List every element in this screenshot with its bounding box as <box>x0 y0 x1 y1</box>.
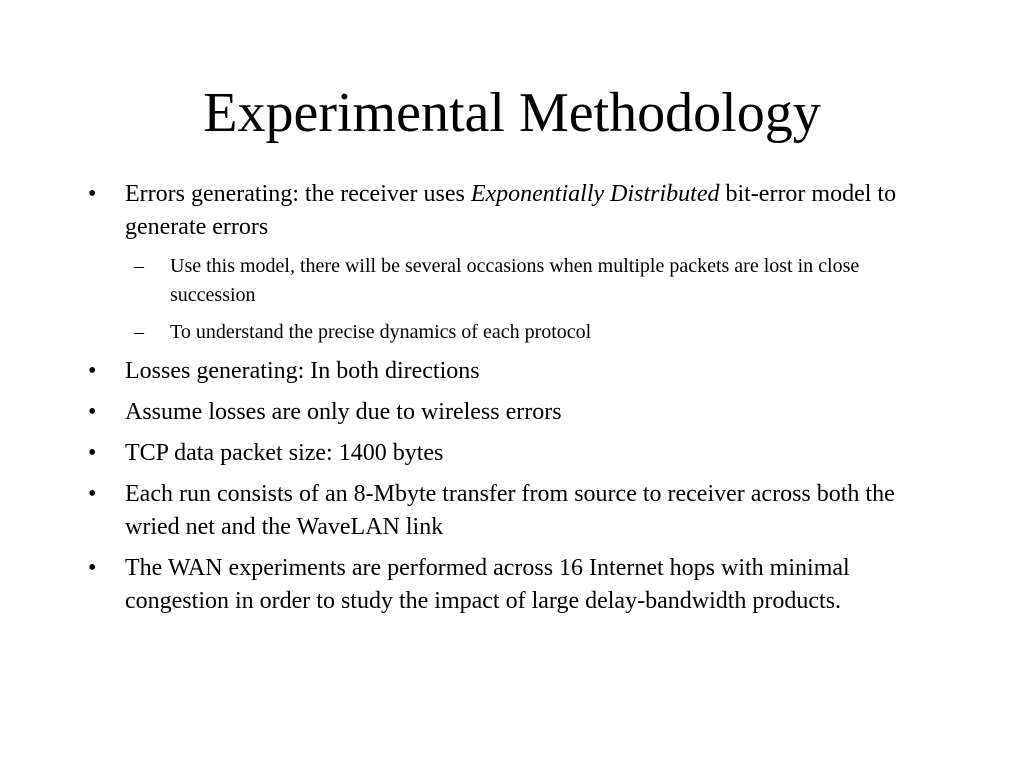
bullet-marker: • <box>88 555 97 581</box>
bullet-list <box>88 178 948 626</box>
sub-bullet-model-occasions <box>125 252 948 310</box>
bullet-errors-generating <box>88 178 948 244</box>
bullet-wan-experiments <box>88 552 948 618</box>
bullet-text-after: bit-error model to generate errors <box>125 181 897 240</box>
bullet-text: TCP data packet size: 1400 bytes <box>125 440 444 466</box>
sub-bullet-marker: – <box>134 321 144 343</box>
bullet-text: Assume losses are only due to wireless errors <box>125 399 562 425</box>
sub-bullet-marker: – <box>134 255 144 277</box>
bullet-text-before: Errors generating: the receiver uses <box>125 181 471 207</box>
bullet-each-run <box>88 478 948 544</box>
sub-bullet-text: Use this model, there will be several occasions when multiple packets are lost in close succession <box>170 255 860 306</box>
sub-bullet-list <box>88 252 948 347</box>
bullet-marker: • <box>88 358 97 384</box>
bullet-marker: • <box>88 440 97 466</box>
sub-bullet-protocol-dynamics <box>125 318 948 347</box>
bullet-text: Each run consists of an 8-Mbyte transfer from source to receiver across both the wried net and the WaveLAN link <box>125 481 895 540</box>
sub-bullet-text: To understand the precise dynamics of each protocol <box>170 321 592 343</box>
bullet-marker: • <box>88 399 97 425</box>
bullet-losses-generating <box>88 355 948 388</box>
bullet-text: The WAN experiments are performed across 16 Internet hops with minimal congestion in order to study the impact of large delay-bandwidth products. <box>125 555 850 614</box>
bullet-marker: • <box>88 481 97 507</box>
bullet-text: Losses generating: In both directions <box>125 358 480 384</box>
bullet-emphasis: Exponentially Distributed <box>470 181 720 207</box>
slide-title: Experimental Methodology <box>203 82 821 144</box>
bullet-packet-size <box>88 437 948 470</box>
bullet-assume-losses <box>88 396 948 429</box>
bullet-marker: • <box>88 181 97 207</box>
